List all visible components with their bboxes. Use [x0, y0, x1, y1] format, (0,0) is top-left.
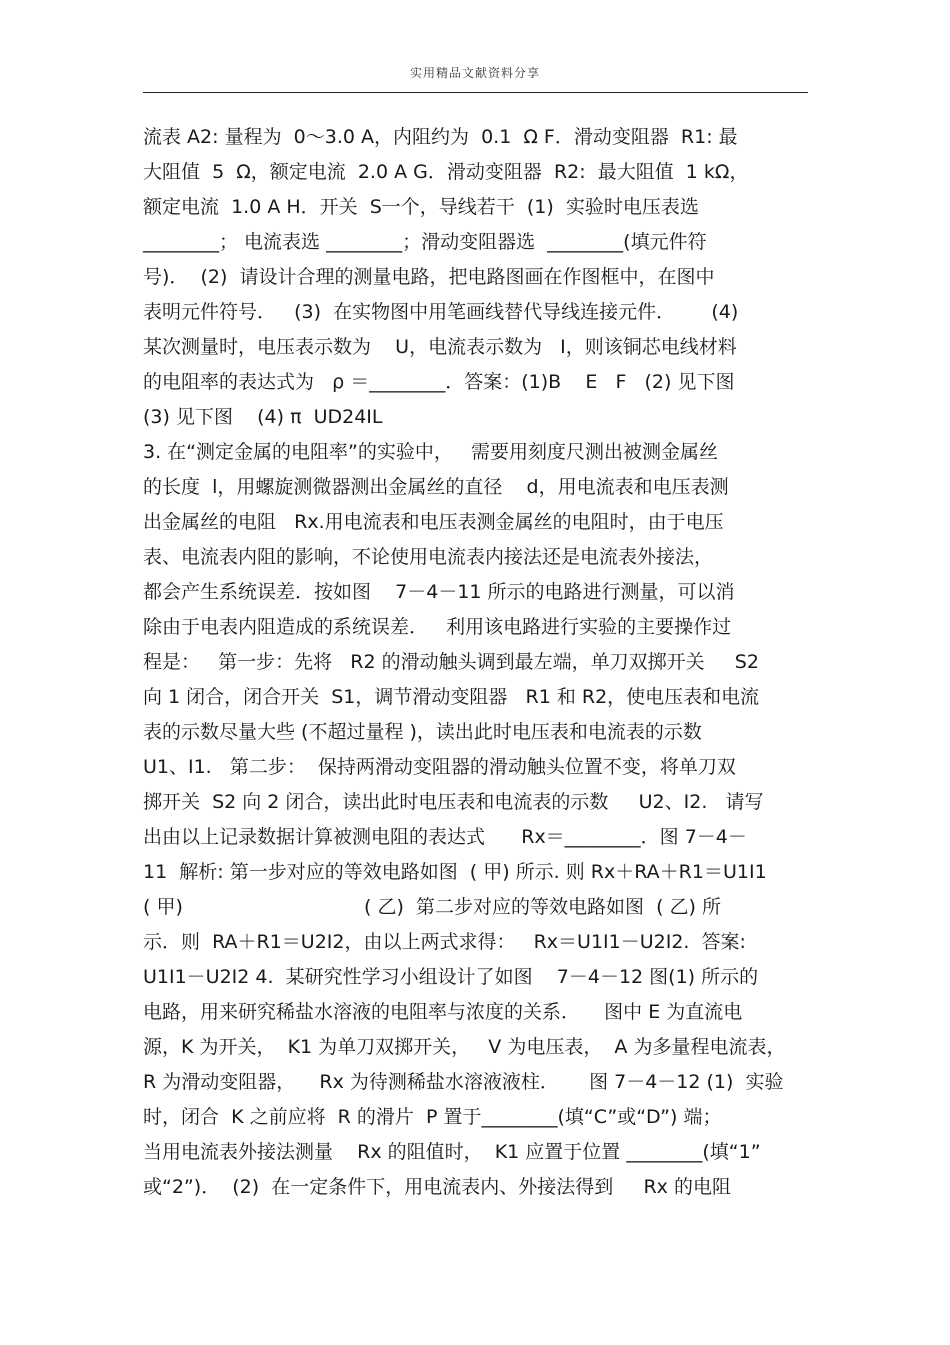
text-line: 3. 在“测定金属的电阻率”的实验中， 需要用刻度尺测出被测金属丝	[143, 441, 718, 463]
text-line: 时，闭合 K 之前应将 R 的滑片 P 置于________(填“C”或“D”) 端；	[143, 1106, 722, 1128]
text-line: 向 1 闭合，闭合开关 S1，调节滑动变阻器 R1 和 R2，使电压表和电流	[143, 686, 760, 708]
text-line: (3) 见下图 (4) π UD24IL	[143, 406, 383, 428]
text-line: 表明元件符号． (3) 在实物图中用笔画线替代导线连接元件． (4)	[143, 301, 739, 323]
text-line: 某次测量时，电压表示数为 U，电流表示数为 I，则该铜芯电线材料	[143, 336, 737, 358]
text-line: 表、电流表内阻的影响，不论使用电流表内接法还是电流表外接法，	[143, 546, 714, 568]
text-line: 程是： 第一步：先将 R2 的滑动触头调到最左端，单刀双掷开关 S2	[143, 651, 759, 673]
text-line: 11 解析: 第一步对应的等效电路如图 ( 甲) 所示. 则 Rx＋RA＋R1＝U1I1	[143, 861, 767, 883]
text-line: 都会产生系统误差．按如图 7－4－11 所示的电路进行测量，可以消	[143, 581, 735, 603]
text-line: 额定电流 1.0 A H．开关 S一个，导线若干 (1) 实验时电压表选	[143, 196, 699, 218]
text-line: 出由以上记录数据计算被测电阻的表达式 Rx＝________．图 7－4－	[143, 826, 747, 848]
text-line: R 为滑动变阻器， Rx 为待测稀盐水溶液液柱． 图 7－4－12 (1) 实验	[143, 1071, 784, 1093]
text-line: 电路，用来研究稀盐水溶液的电阻率与浓度的关系． 图中 E 为直流电	[143, 1001, 743, 1023]
text-line: 大阻值 5 Ω，额定电流 2.0 A G．滑动变阻器 R2: 最大阻值 1 kΩ，	[143, 161, 749, 183]
text-line: 流表 A2: 量程为 0～3.0 A，内阻约为 0.1 Ω F．滑动变阻器 R1: 最	[143, 126, 738, 148]
text-line: 出金属丝的电阻 Rx.用电流表和电压表测金属丝的电阻时，由于电压	[143, 511, 724, 533]
text-line: ________； 电流表选 ________；滑动变阻器选 ________(填元件符	[143, 231, 707, 253]
text-line: 除由于电表内阻造成的系统误差． 利用该电路进行实验的主要操作过	[143, 616, 732, 638]
page-header: 实用精品文献资料分享	[409, 66, 540, 80]
document-body	[143, 120, 823, 1205]
text-line: 源，K 为开关， K1 为单刀双掷开关， V 为电压表， A 为多量程电流表，	[143, 1036, 786, 1058]
text-line: 表的示数尽量大些 (不超过量程 )，读出此时电压表和电流表的示数	[143, 721, 702, 743]
text-line: 当用电流表外接法测量 Rx 的阻值时， K1 应置于位置 ________(填“1”	[143, 1141, 761, 1163]
text-line: 示．则 RA＋R1＝U2I2，由以上两式求得： Rx＝U1I1－U2I2. 答案:	[143, 931, 746, 953]
text-line: 的电阻率的表达式为 ρ ＝________．答案：(1)B E F (2) 见下图	[143, 371, 735, 393]
text-line: 的长度 l，用螺旋测微器测出金属丝的直径 d，用电流表和电压表测	[143, 476, 729, 498]
text-line: ( 甲) ( 乙) 第二步对应的等效电路如图 ( 乙) 所	[143, 896, 721, 918]
text-line: 掷开关 S2 向 2 闭合，读出此时电压表和电流表的示数 U2、I2. 请写	[143, 791, 764, 813]
text-line: U1I1－U2I2 4. 某研究性学习小组设计了如图 7－4－12 图(1) 所示的	[143, 966, 759, 988]
header-divider	[143, 92, 808, 93]
text-line: 或“2”)． (2) 在一定条件下，用电流表内、外接法得到 Rx 的电阻	[143, 1176, 731, 1198]
text-line: 号)． (2) 请设计合理的测量电路，把电路图画在作图框中，在图中	[143, 266, 715, 288]
text-line: U1、I1. 第二步： 保持两滑动变阻器的滑动触头位置不变，将单刀双	[143, 756, 736, 778]
